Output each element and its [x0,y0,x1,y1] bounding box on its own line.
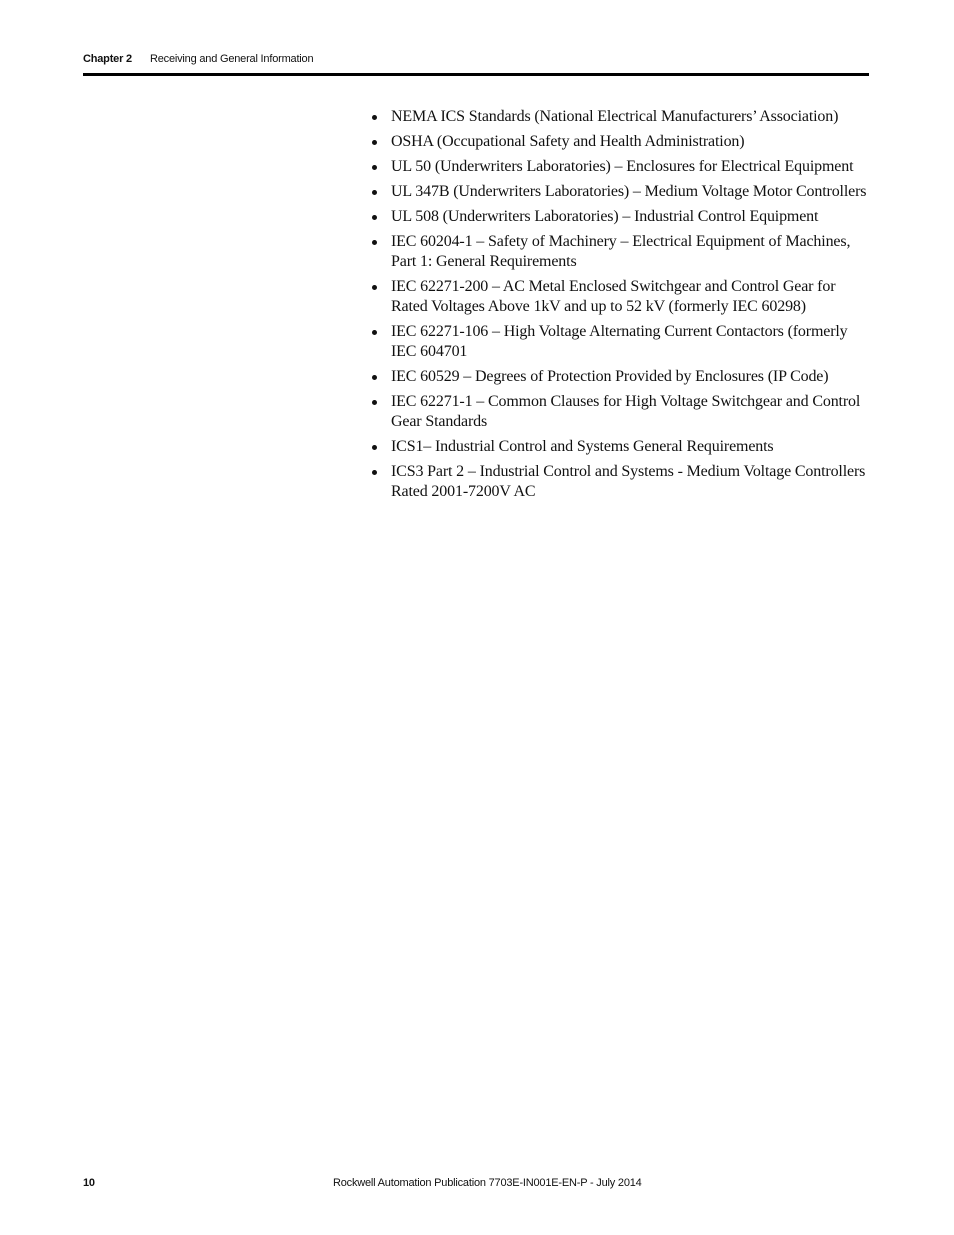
bullet-icon [372,330,377,335]
list-item [370,182,870,202]
list-item [370,277,870,317]
bullet-icon [372,400,377,405]
bullet-icon [372,140,377,145]
standards-list [370,107,870,507]
list-item-text: IEC 62271-106 – High Voltage Alternating Current Contactors (formerly IEC 604701 [391,323,848,360]
bullet-icon [372,470,377,475]
list-item-text: UL 347B (Underwriters Laboratories) – Medium Voltage Motor Controllers [391,183,867,200]
list-item [370,107,870,127]
page-header [83,52,869,76]
bullet-icon [372,240,377,245]
bullet-icon [372,165,377,170]
list-item [370,207,870,227]
bullet-icon [372,115,377,120]
list-item-text: OSHA (Occupational Safety and Health Administration) [391,133,745,150]
publication-info: Rockwell Automation Publication 7703E-IN001E-EN-P - July 2014 [333,1177,642,1189]
page-number: 10 [83,1177,95,1189]
list-item [370,462,870,502]
list-item-text: UL 508 (Underwriters Laboratories) – Industrial Control Equipment [391,208,819,225]
bullet-icon [372,445,377,450]
list-item [370,367,870,387]
list-item-text: UL 50 (Underwriters Laboratories) – Enclosures for Electrical Equipment [391,158,854,175]
page-footer [83,1177,869,1193]
bullet-icon [372,190,377,195]
list-item-text: ICS3 Part 2 – Industrial Control and Systems - Medium Voltage Controllers Rated 2001-7200V AC [391,463,866,500]
list-item-text: NEMA ICS Standards (National Electrical Manufacturers’ Association) [391,108,839,125]
list-item [370,437,870,457]
bullet-icon [372,285,377,290]
list-item-text: IEC 62271-200 – AC Metal Enclosed Switchgear and Control Gear for Rated Voltages Above 1kV and up to 52 kV (formerly IEC 60298) [391,278,836,315]
bullet-icon [372,215,377,220]
list-item-text: IEC 60204-1 – Safety of Machinery – Electrical Equipment of Machines, Part 1: General Requirements [391,233,851,270]
chapter-title: Receiving and General Information [150,53,314,65]
chapter-label: Chapter 2 [83,53,132,65]
list-item [370,392,870,432]
list-item-text: IEC 62271-1 – Common Clauses for High Voltage Switchgear and Control Gear Standards [391,393,861,430]
list-item-text: IEC 60529 – Degrees of Protection Provided by Enclosures (IP Code) [391,368,829,385]
list-item [370,157,870,177]
list-item-text: ICS1– Industrial Control and Systems General Requirements [391,438,774,455]
list-item [370,322,870,362]
bullet-icon [372,375,377,380]
list-item [370,232,870,272]
list-item [370,132,870,152]
header-divider [83,73,869,76]
